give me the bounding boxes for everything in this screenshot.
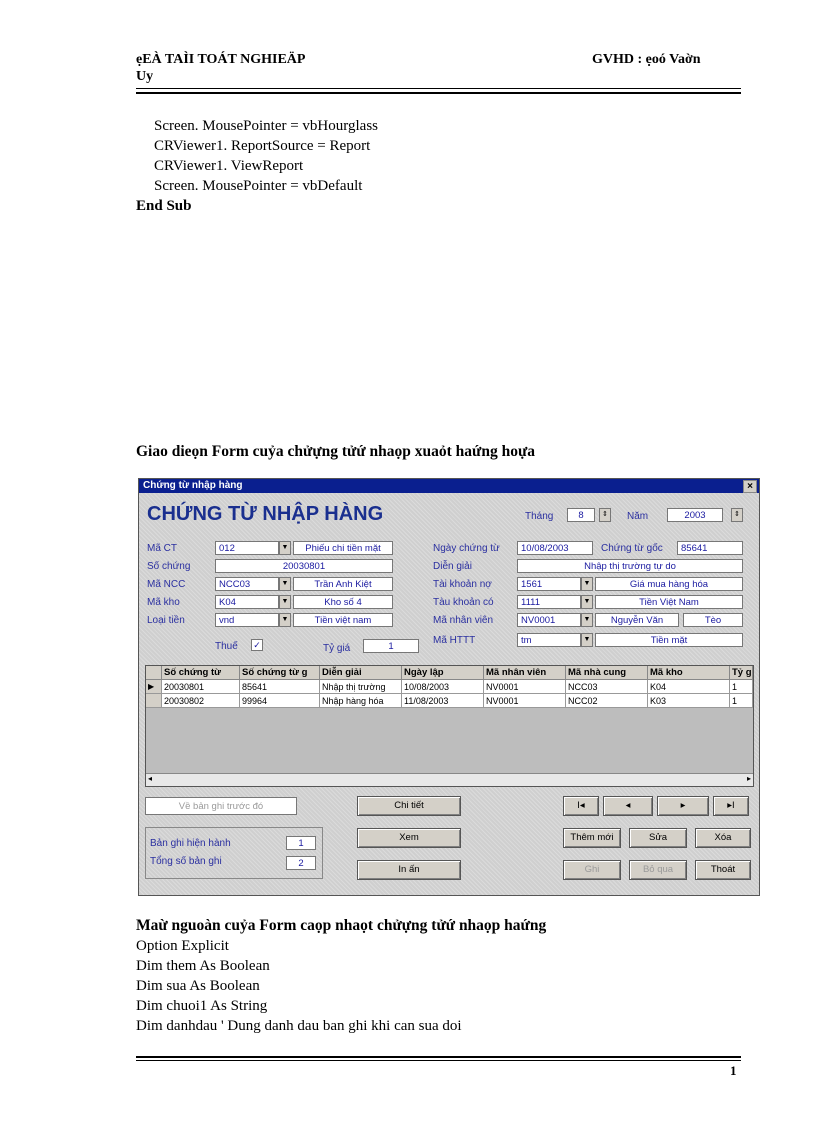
- row-marker-icon: ▶: [146, 680, 162, 694]
- footer-rule-bottom: [136, 1060, 741, 1061]
- current-record-value: 1: [286, 836, 316, 850]
- grid-header[interactable]: Mã nhà cung: [566, 666, 648, 680]
- ma-kho-input[interactable]: K04: [215, 595, 279, 609]
- year-label: Năm: [627, 511, 649, 522]
- cancel-button[interactable]: Bỏ qua: [629, 860, 687, 880]
- dien-giai-input[interactable]: Nhập thị trường tự do: [517, 559, 743, 573]
- prev-record-button[interactable]: ◂: [603, 796, 653, 816]
- table-cell[interactable]: Nhập thị trường: [320, 680, 402, 694]
- ngay-ct-input[interactable]: 10/08/2003: [517, 541, 593, 555]
- grid-header[interactable]: Diễn giải: [320, 666, 402, 680]
- table-cell[interactable]: K04: [648, 680, 730, 694]
- grid-header[interactable]: Tỷ g: [732, 667, 752, 678]
- chevron-down-icon[interactable]: ▼: [279, 577, 291, 591]
- year-spinner-icon[interactable]: ⇕: [731, 508, 743, 522]
- code-line: CRViewer1. ReportSource = Report: [154, 138, 371, 154]
- chevron-down-icon[interactable]: ▼: [279, 613, 291, 627]
- grid-header[interactable]: Số chứng từ g: [240, 666, 320, 680]
- table-cell[interactable]: 1: [730, 680, 753, 694]
- so-chung-label: Số chứng: [147, 561, 191, 572]
- table-cell[interactable]: NCC02: [566, 694, 648, 708]
- table-cell[interactable]: Nhập hàng hóa: [320, 694, 402, 708]
- table-cell[interactable]: 99964: [240, 694, 320, 708]
- code-line: Dim chuoi1 As String: [136, 998, 268, 1014]
- ma-nv-desc1: Nguyễn Văn: [595, 613, 679, 627]
- save-button[interactable]: Ghi: [563, 860, 621, 880]
- section-heading: Maừ nguoàn cuỷa Form caọp nhaọt chửựng tửứ nhaọp haứng: [136, 917, 547, 934]
- record-counter-panel: [145, 827, 323, 879]
- table-cell[interactable]: 20030802: [162, 694, 240, 708]
- table-cell[interactable]: 85641: [240, 680, 320, 694]
- chevron-down-icon[interactable]: ▼: [581, 577, 593, 591]
- header-rule-bottom: [136, 92, 741, 94]
- add-button[interactable]: Thêm mới: [563, 828, 621, 848]
- header-right: GVHD : ẹoó Vaờn: [592, 52, 701, 67]
- tk-no-label: Tài khoản nợ: [433, 579, 492, 590]
- loai-tien-label: Loại tiền: [147, 615, 185, 626]
- table-cell[interactable]: 11/08/2003: [402, 694, 484, 708]
- chevron-down-icon[interactable]: ▼: [279, 541, 291, 555]
- chevron-down-icon[interactable]: ▼: [581, 633, 593, 647]
- status-box: Về bản ghi trước đó: [145, 797, 297, 815]
- chevron-down-icon[interactable]: ▼: [279, 595, 291, 609]
- tk-no-input[interactable]: 1561: [517, 577, 581, 591]
- grid-corner: [146, 666, 162, 680]
- table-cell[interactable]: NCC03: [566, 680, 648, 694]
- grid-header[interactable]: Mã nhân viên: [484, 666, 566, 680]
- ma-ncc-label: Mã NCC: [147, 579, 186, 590]
- ma-kho-label: Mã kho: [147, 597, 180, 608]
- month-spinner-icon[interactable]: ⇕: [599, 508, 611, 522]
- exit-button[interactable]: Thoát: [695, 860, 751, 880]
- header-left-line2: Uy: [136, 69, 154, 84]
- chevron-down-icon[interactable]: ▼: [581, 613, 593, 627]
- tk-no-desc: Giá mua hàng hóa: [595, 577, 743, 591]
- page-number: 1: [730, 1063, 737, 1078]
- ct-goc-input[interactable]: 85641: [677, 541, 743, 555]
- form-window: [138, 478, 760, 896]
- ty-gia-label: Tỷ giá: [323, 643, 351, 654]
- ma-httt-label: Mã HTTT: [433, 635, 476, 646]
- ngay-ct-label: Ngày chứng từ: [433, 543, 500, 554]
- grid-header[interactable]: Số chứng từ: [162, 666, 240, 680]
- header-rule-top: [136, 88, 741, 89]
- month-label: Tháng: [525, 511, 554, 522]
- code-line: CRViewer1. ViewReport: [154, 158, 304, 174]
- month-field[interactable]: 8: [567, 508, 595, 522]
- row-header: [146, 694, 162, 708]
- chi-tiet-button[interactable]: Chi tiết: [357, 796, 461, 816]
- ma-kho-desc: Kho số 4: [293, 595, 393, 609]
- xem-button[interactable]: Xem: [357, 828, 461, 848]
- horizontal-scrollbar[interactable]: [146, 773, 753, 786]
- tk-co-input[interactable]: 1111: [517, 595, 581, 609]
- thue-checkbox[interactable]: ✓: [251, 639, 263, 651]
- ty-gia-input[interactable]: 1: [363, 639, 419, 653]
- footer-rule-top: [136, 1056, 741, 1058]
- current-record-label: Bản ghi hiện hành: [150, 838, 231, 849]
- year-field[interactable]: 2003: [667, 508, 723, 522]
- table-cell[interactable]: 20030801: [162, 680, 240, 694]
- so-chung-input[interactable]: 20030801: [215, 559, 393, 573]
- ma-ncc-input[interactable]: NCC03: [215, 577, 279, 591]
- form-titlebar: [139, 479, 759, 493]
- table-cell[interactable]: NV0001: [484, 694, 566, 708]
- scroll-right-icon[interactable]: ▸: [746, 774, 751, 783]
- code-line: Dim sua As Boolean: [136, 978, 260, 994]
- form-title: CHỨNG TỪ NHẬP HÀNG: [147, 503, 384, 525]
- code-line: Dim danhdau ' Dung danh dau ban ghi khi can sua doi: [136, 1018, 462, 1034]
- table-cell[interactable]: NV0001: [484, 680, 566, 694]
- chevron-down-icon[interactable]: ▼: [581, 595, 593, 609]
- code-line: Option Explicit: [136, 938, 229, 954]
- table-cell[interactable]: K03: [648, 694, 730, 708]
- records-grid[interactable]: [145, 665, 754, 787]
- ma-nv-label: Mã nhân viên: [433, 615, 494, 626]
- ma-ct-desc: Phiếu chi tiền mặt: [293, 541, 393, 555]
- tk-co-label: Tàu khoản có: [433, 597, 494, 608]
- grid-header[interactable]: Mã kho: [648, 666, 730, 680]
- table-cell[interactable]: 1: [730, 694, 753, 708]
- grid-header[interactable]: Ngày lập: [402, 666, 484, 680]
- header-left-line1: ẹEÀ TAÌI TOÁT NGHIEÄP: [136, 52, 306, 67]
- first-record-button[interactable]: I◂: [563, 796, 599, 816]
- code-line: Dim them As Boolean: [136, 958, 270, 974]
- section-heading: Giao dieọn Form cuỷa chửựng tửứ nhaọp xuaỏt haứng hoựa: [136, 443, 536, 460]
- ma-httt-desc: Tiền mặt: [595, 633, 743, 647]
- ma-ct-label: Mã CT: [147, 543, 177, 554]
- close-icon[interactable]: ×: [743, 480, 757, 493]
- total-records-value: 2: [286, 856, 316, 870]
- ma-ncc-desc: Trần Anh Kiệt: [293, 577, 393, 591]
- ma-ct-input[interactable]: 012: [215, 541, 279, 555]
- ma-httt-input[interactable]: tm: [517, 633, 581, 647]
- next-record-button[interactable]: ▸: [657, 796, 709, 816]
- ct-goc-label: Chứng từ gốc: [601, 543, 663, 554]
- ma-nv-desc2: Tèo: [683, 613, 743, 627]
- table-cell[interactable]: 10/08/2003: [402, 680, 484, 694]
- thue-label: Thuế: [215, 641, 238, 652]
- dien-giai-label: Diễn giải: [433, 561, 472, 572]
- in-an-button[interactable]: In ấn: [357, 860, 461, 880]
- code-line: Screen. MousePointer = vbDefault: [154, 178, 363, 194]
- last-record-button[interactable]: ▸I: [713, 796, 749, 816]
- code-line: Screen. MousePointer = vbHourglass: [154, 118, 378, 134]
- edit-button[interactable]: Sửa: [629, 828, 687, 848]
- total-records-label: Tổng số bản ghi: [150, 856, 222, 867]
- tk-co-desc: Tiền Việt Nam: [595, 595, 743, 609]
- delete-button[interactable]: Xóa: [695, 828, 751, 848]
- loai-tien-desc: Tiền việt nam: [293, 613, 393, 627]
- form-window-title: Chứng từ nhập hàng: [143, 480, 243, 491]
- ma-nv-input[interactable]: NV0001: [517, 613, 581, 627]
- end-sub: End Sub: [136, 198, 192, 214]
- loai-tien-input[interactable]: vnd: [215, 613, 279, 627]
- scroll-left-icon[interactable]: ◂: [148, 774, 153, 783]
